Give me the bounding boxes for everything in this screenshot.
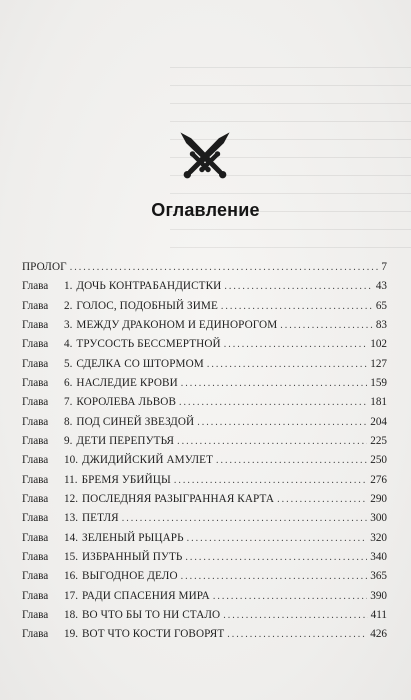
chapter-word: Глава bbox=[22, 473, 49, 486]
toc-entry bbox=[22, 606, 387, 625]
page-number: 225 bbox=[370, 434, 387, 447]
chapter-label bbox=[22, 432, 64, 451]
chapter-title: КОРОЛЕВА ЛЬВОВ bbox=[76, 396, 177, 409]
toc-entry bbox=[22, 393, 387, 412]
toc-entry bbox=[22, 374, 387, 393]
chapter-title: ГОЛОС, ПОДОБНЫЙ ЗИМЕ bbox=[76, 299, 218, 312]
chapter-title: ПЕТЛЯ bbox=[81, 512, 119, 525]
toc-entry bbox=[22, 567, 387, 586]
chapter-number: 1. bbox=[64, 280, 73, 293]
chapter-label bbox=[22, 587, 64, 606]
chapter-label bbox=[22, 355, 64, 374]
chapter-number: 19. bbox=[64, 628, 78, 641]
toc-entry bbox=[22, 451, 387, 470]
chapter-word: Глава bbox=[22, 338, 49, 351]
chapter-word: Глава bbox=[22, 512, 49, 525]
dot-leader bbox=[207, 355, 367, 374]
page-number: 43 bbox=[375, 280, 387, 293]
toc-entry bbox=[22, 297, 387, 316]
page-number: 181 bbox=[370, 396, 387, 409]
chapter-word: Глава bbox=[22, 454, 49, 467]
chapter-label bbox=[22, 606, 64, 625]
chapter-title: ПОСЛЕДНЯЯ РАЗЫГРАННАЯ КАРТА bbox=[81, 492, 275, 505]
chapter-number: 14. bbox=[64, 531, 78, 544]
dot-leader bbox=[197, 413, 367, 432]
page-number: 65 bbox=[375, 299, 387, 312]
chapter-label bbox=[22, 567, 64, 586]
toc-entry bbox=[22, 509, 387, 528]
chapter-number: 8. bbox=[64, 415, 73, 428]
chapter-number: 12. bbox=[64, 492, 78, 505]
chapter-title: СДЕЛКА СО ШТОРМОМ bbox=[76, 357, 204, 370]
chapter-label bbox=[22, 297, 64, 316]
chapter-number: 9. bbox=[64, 434, 73, 447]
dot-leader bbox=[187, 529, 368, 548]
chapter-title: ПОД СИНЕЙ ЗВЕЗДОЙ bbox=[76, 415, 195, 428]
page-number: 300 bbox=[370, 512, 387, 525]
toc-entry bbox=[22, 490, 387, 509]
toc-entry bbox=[22, 258, 387, 277]
chapter-word: Глава bbox=[22, 628, 49, 641]
chapter-title: НАСЛЕДИЕ КРОВИ bbox=[76, 376, 178, 389]
toc-entry bbox=[22, 587, 387, 606]
page-number: 411 bbox=[370, 608, 387, 621]
chapter-label bbox=[22, 374, 64, 393]
dot-leader bbox=[227, 625, 367, 644]
chapter-label bbox=[22, 277, 64, 296]
chapter-word: Глава bbox=[22, 570, 49, 583]
chapter-number: 17. bbox=[64, 589, 78, 602]
dot-leader bbox=[185, 548, 367, 567]
table-of-contents bbox=[22, 258, 387, 645]
chapter-label bbox=[22, 625, 64, 644]
dot-leader bbox=[221, 297, 373, 316]
page-number: 102 bbox=[370, 338, 387, 351]
page-number: 159 bbox=[370, 376, 387, 389]
dot-leader bbox=[224, 277, 372, 296]
chapter-number: 10. bbox=[64, 454, 78, 467]
chapter-word: Глава bbox=[22, 550, 49, 563]
chapter-number: 3. bbox=[64, 318, 73, 331]
page-number: 83 bbox=[375, 318, 387, 331]
chapter-number: 5. bbox=[64, 357, 73, 370]
dot-leader bbox=[174, 471, 367, 490]
dot-leader bbox=[213, 587, 367, 606]
chapter-number: 16. bbox=[64, 570, 78, 583]
page-number: 290 bbox=[370, 492, 387, 505]
toc-entry bbox=[22, 316, 387, 335]
chapter-word: Глава bbox=[22, 318, 49, 331]
chapter-word: Глава bbox=[22, 376, 49, 389]
chapter-title: ДОЧЬ КОНТРАБАНДИСТКИ bbox=[76, 280, 222, 293]
page-number: 204 bbox=[370, 415, 387, 428]
chapter-label bbox=[22, 451, 64, 470]
toc-heading: Оглавление bbox=[151, 200, 260, 220]
chapter-title: ПРОЛОГ bbox=[22, 261, 67, 273]
dot-leader bbox=[122, 509, 367, 528]
chapter-title: ДЕТИ ПЕРЕПУТЬЯ bbox=[76, 434, 175, 447]
chapter-number: 7. bbox=[64, 396, 73, 409]
toc-entry bbox=[22, 277, 387, 296]
chapter-title: ВО ЧТО БЫ ТО НИ СТАЛО bbox=[81, 608, 221, 621]
chapter-title: РАДИ СПАСЕНИЯ МИРА bbox=[81, 589, 210, 602]
chapter-word: Глава bbox=[22, 492, 49, 505]
chapter-label bbox=[22, 548, 64, 567]
chapter-number: 11. bbox=[64, 473, 78, 486]
toc-entry bbox=[22, 471, 387, 490]
chapter-title: ЗЕЛЕНЫЙ РЫЦАРЬ bbox=[81, 531, 184, 544]
dot-leader bbox=[179, 393, 367, 412]
chapter-title: ИЗБРАННЫЙ ПУТЬ bbox=[81, 550, 183, 563]
chapter-number: 4. bbox=[64, 338, 73, 351]
chapter-word: Глава bbox=[22, 280, 49, 293]
dot-leader bbox=[216, 451, 367, 470]
chapter-word: Глава bbox=[22, 589, 49, 602]
chapter-number: 15. bbox=[64, 550, 78, 563]
page-number: 320 bbox=[370, 531, 387, 544]
toc-entry bbox=[22, 413, 387, 432]
chapter-word: Глава bbox=[22, 357, 49, 370]
chapter-label bbox=[22, 393, 64, 412]
chapter-word: Глава bbox=[22, 415, 49, 428]
page-number: 7 bbox=[381, 261, 387, 273]
page-number: 276 bbox=[370, 473, 387, 486]
chapter-title: ВОТ ЧТО КОСТИ ГОВОРЯТ bbox=[81, 628, 225, 641]
page-number: 390 bbox=[370, 589, 387, 602]
dot-leader bbox=[223, 606, 367, 625]
chapter-title: ТРУСОСТЬ БЕССМЕРТНОЙ bbox=[76, 338, 221, 351]
chapter-label bbox=[22, 509, 64, 528]
dot-leader bbox=[181, 567, 368, 586]
toc-entry bbox=[22, 529, 387, 548]
chapter-word: Глава bbox=[22, 608, 49, 621]
dot-leader bbox=[181, 374, 367, 393]
page-number: 127 bbox=[370, 357, 387, 370]
chapter-title: ДЖИДИЙСКИЙ АМУЛЕТ bbox=[81, 454, 214, 467]
chapter-number: 18. bbox=[64, 608, 78, 621]
crossed-daggers-icon bbox=[170, 122, 240, 192]
dot-leader bbox=[280, 316, 373, 335]
dot-leader bbox=[277, 490, 367, 509]
chapter-word: Глава bbox=[22, 434, 49, 447]
dot-leader bbox=[224, 335, 368, 354]
chapter-label bbox=[22, 529, 64, 548]
page-number: 365 bbox=[370, 570, 387, 583]
page-number: 250 bbox=[370, 454, 387, 467]
chapter-title: БРЕМЯ УБИЙЦЫ bbox=[81, 473, 171, 486]
chapter-word: Глава bbox=[22, 531, 49, 544]
chapter-word: Глава bbox=[22, 299, 49, 312]
chapter-number: 2. bbox=[64, 299, 73, 312]
chapter-word: Глава bbox=[22, 396, 49, 409]
chapter-label bbox=[22, 413, 64, 432]
chapter-label bbox=[22, 471, 64, 490]
toc-entry bbox=[22, 625, 387, 644]
chapter-label bbox=[22, 316, 64, 335]
toc-entry bbox=[22, 548, 387, 567]
chapter-number: 6. bbox=[64, 376, 73, 389]
dot-leader bbox=[70, 258, 379, 277]
page-number: 340 bbox=[370, 550, 387, 563]
toc-entry bbox=[22, 355, 387, 374]
dot-leader bbox=[177, 432, 367, 451]
chapter-number: 13. bbox=[64, 512, 78, 525]
chapter-label bbox=[22, 490, 64, 509]
toc-entry bbox=[22, 335, 387, 354]
chapter-title: ВЫГОДНОЕ ДЕЛО bbox=[81, 570, 178, 583]
chapter-title: МЕЖДУ ДРАКОНОМ И ЕДИНОРОГОМ bbox=[76, 318, 278, 331]
page-number: 426 bbox=[370, 628, 387, 641]
chapter-label bbox=[22, 335, 64, 354]
toc-entry bbox=[22, 432, 387, 451]
